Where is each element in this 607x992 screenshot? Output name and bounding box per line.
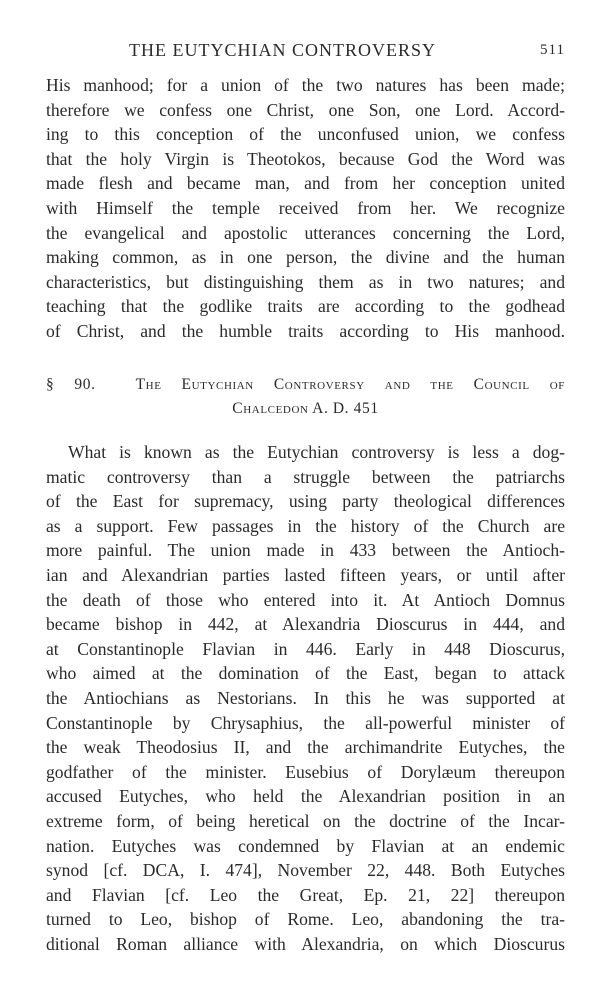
text-line: the evangelical and apostolic utterances concerning the Lord, [46, 222, 565, 243]
text-line: synod [cf. DCA, I. 474], November 22, 448. Both Eutyches [46, 860, 565, 881]
text-line: ian and Alexandrian parties lasted fifteen years, or until after [46, 564, 565, 585]
section-heading-line-1 [46, 373, 565, 397]
text-line: accused Eutyches, who held the Alexandrian position in an [46, 786, 565, 807]
text-line: teaching that the godlike traits are according to the godhead [46, 296, 565, 317]
text-line: made flesh and became man, and from her conception united [46, 173, 565, 194]
text-line: the weak Theodosius II, and the archimandrite Eutyches, the [46, 737, 565, 758]
text-line: therefore we confess one Christ, one Son, one Lord. Accord- [46, 99, 565, 120]
text-line: more painful. The union made in 433 between the Antioch- [46, 540, 565, 561]
running-head [46, 40, 565, 64]
text-line: His manhood; for a union of the two natures has been made; [46, 75, 565, 95]
text-line: nation. Eutyches was condemned by Flavian at an endemic [46, 835, 565, 856]
running-title: THE EUTYCHIAN CONTROVERSY [129, 40, 436, 60]
text-line: matic controversy than a struggle between the patriarchs [46, 466, 565, 487]
text-line: as a support. Few passages in the history of the Church are [46, 515, 565, 536]
continued-paragraph [46, 73, 565, 344]
text-line: ing to this conception of the unconfused union, we confess [46, 124, 565, 145]
page-number: 511 [540, 42, 565, 58]
text-line: at Constantinople Flavian in 446. Early in 448 Dioscurus, [46, 638, 565, 659]
section-title-part-1: The Eutychian Controversy and the Council of [135, 376, 566, 393]
text-line: extreme form, of being heretical on the doctrine of the Incar- [46, 810, 565, 831]
text-line: What is known as the Eutychian controversy is less a dog- [68, 442, 565, 462]
text-line: making common, as in one person, the divine and the human [46, 247, 565, 268]
text-line: of the East for supremacy, using party theological differences [46, 491, 565, 512]
section-title-part-2: Chalcedon A. D. 451 [232, 400, 379, 417]
text-line: who aimed at the domination of the East, began to attack [46, 663, 565, 684]
text-line: the death of those who entered into it. At Antioch Domnus [46, 589, 565, 610]
text-line: characteristics, but distinguishing them as in two natures; and [46, 271, 565, 292]
section-number: § 90. [46, 376, 96, 393]
text-line: turned to Leo, bishop of Rome. Leo, abandoning the tra- [46, 909, 565, 930]
text-line: godfather of the minister. Eusebius of Dorylæum thereupon [46, 761, 565, 782]
section-heading [46, 373, 565, 421]
text-line: and Flavian [cf. Leo the Great, Ep. 21, 22] thereupon [46, 884, 565, 905]
text-line: Constantinople by Chrysaphius, the all-powerful minister of [46, 712, 565, 733]
text-line: became bishop in 442, at Alexandria Dioscurus in 444, and [46, 614, 565, 635]
text-line: with Himself the temple received from her. We recognize [46, 197, 565, 218]
section-paragraph [46, 440, 565, 956]
text-line: ditional Roman alliance with Alexandria, on which Dioscurus [46, 933, 565, 954]
text-line: the Antiochians as Nestorians. In this he was supported at [46, 687, 565, 708]
text-line: of Christ, and the humble traits according to His manhood. [46, 320, 565, 341]
text-line: that the holy Virgin is Theotokos, because God the Word was [46, 148, 565, 169]
